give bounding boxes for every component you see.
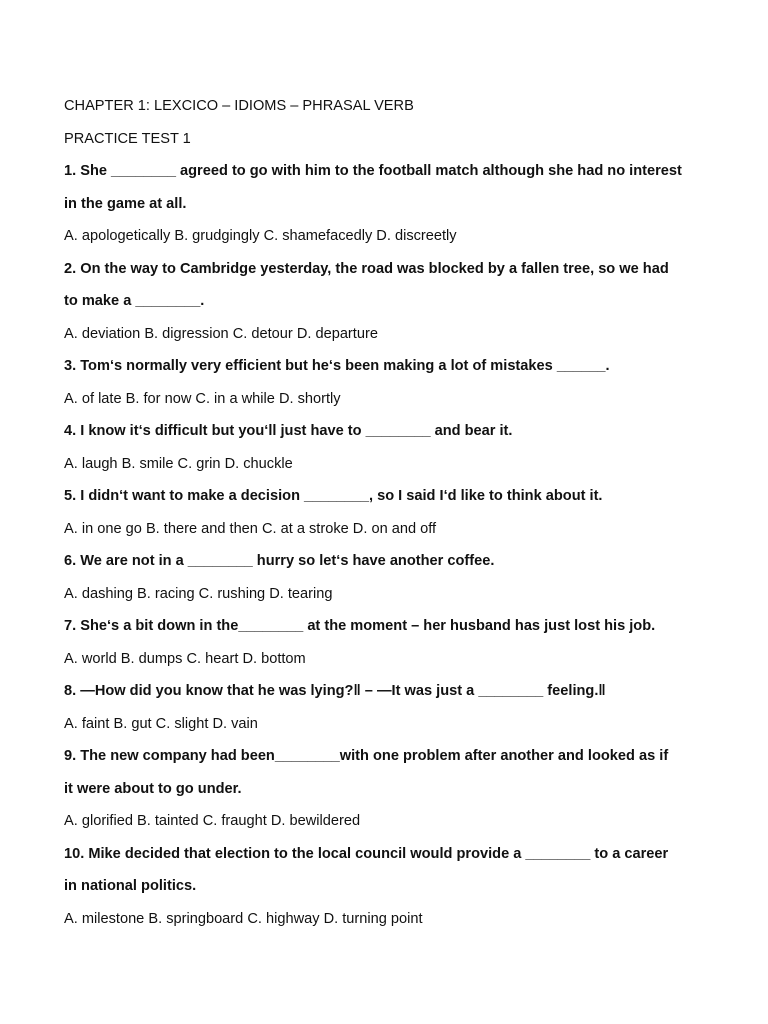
question-text: in national politics. xyxy=(64,878,197,894)
question-block xyxy=(64,253,704,351)
question-block xyxy=(64,480,704,545)
answer-options: A. apologetically B. grudgingly C. shamefacedly D. discreetly xyxy=(64,228,457,244)
answer-options: A. dashing B. racing C. rushing D. tearing xyxy=(64,585,333,602)
test-title: PRACTICE TEST 1 xyxy=(64,130,191,147)
question-block xyxy=(64,838,704,936)
answer-options: A. laugh B. smile C. grin D. chuckle xyxy=(64,455,293,472)
question-block xyxy=(64,740,704,838)
question-text: 1. She ________ agreed to go with him to the football match although she had no interest xyxy=(64,163,682,179)
answer-options: A. of late B. for now C. in a while D. shortly xyxy=(64,390,341,407)
answer-options: A. deviation B. digression C. detour D. departure xyxy=(64,325,378,342)
question-text: 7. She‘s a bit down in the________ at the moment – her husband has just lost his job. xyxy=(64,618,656,634)
question-text: 2. On the way to Cambridge yesterday, the road was blocked by a fallen tree, so we had xyxy=(64,260,669,277)
question-block xyxy=(64,350,704,415)
question-text: 6. We are not in a ________ hurry so let‘s have another coffee. xyxy=(64,553,495,569)
question-text: 4. I know it‘s difficult but you‘ll just have to ________ and bear it. xyxy=(64,423,513,439)
answer-options: A. milestone B. springboard C. highway D. turning point xyxy=(64,910,423,927)
question-text: 9. The new company had been________with one problem after another and looked as if xyxy=(64,748,669,764)
chapter-title: CHAPTER 1: LEXCICO – IDIOMS – PHRASAL VERB xyxy=(64,98,414,114)
question-text: to make a ________. xyxy=(64,293,205,309)
question-text: it were about to go under. xyxy=(64,780,242,797)
question-block xyxy=(64,610,704,675)
question-block xyxy=(64,415,704,480)
question-text: 8. ―How did you know that he was lying?‖ – ―It was just a ________ feeling.‖ xyxy=(64,683,606,699)
answer-options: A. in one go B. there and then C. at a stroke D. on and off xyxy=(64,520,437,537)
question-text: 3. Tom‘s normally very efficient but he‘s been making a lot of mistakes ______. xyxy=(64,358,610,374)
document-content xyxy=(64,90,704,935)
question-text: in the game at all. xyxy=(64,195,187,212)
question-block xyxy=(64,155,704,253)
question-text: 10. Mike decided that election to the local council would provide a ________ to a career xyxy=(64,845,669,862)
question-block xyxy=(64,675,704,740)
question-block xyxy=(64,545,704,610)
answer-options: A. world B. dumps C. heart D. bottom xyxy=(64,650,306,667)
question-text: 5. I didn‘t want to make a decision ________, so I said I‘d like to think about it. xyxy=(64,488,603,504)
answer-options: A. faint B. gut C. slight D. vain xyxy=(64,715,258,732)
answer-options: A. glorified B. tainted C. fraught D. bewildered xyxy=(64,813,361,829)
